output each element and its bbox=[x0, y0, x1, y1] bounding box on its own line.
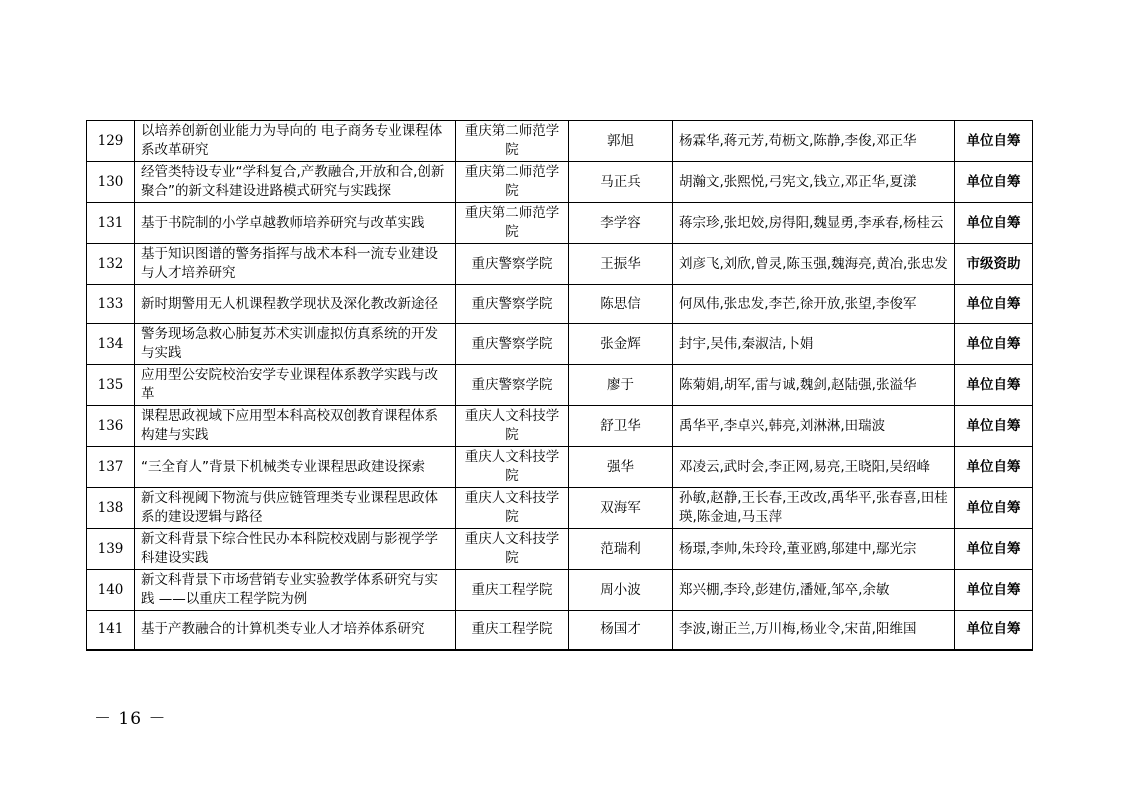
team-members-cell: 郑兴棚,李玲,彭建仿,潘娅,邹卒,余敏 bbox=[673, 570, 955, 611]
institution-cell: 重庆人文科技学院 bbox=[456, 447, 569, 488]
institution-cell: 重庆人文科技学院 bbox=[456, 488, 569, 529]
funding-type-cell: 单位自筹 bbox=[955, 406, 1033, 447]
team-members-cell: 封宇,吴伟,秦淑洁,卜娟 bbox=[673, 324, 955, 365]
team-members-cell: 孙敏,赵静,王长春,王改改,禹华平,张春喜,田桂瑛,陈金迪,马玉萍 bbox=[673, 488, 955, 529]
institution-cell: 重庆工程学院 bbox=[456, 570, 569, 611]
funding-type-cell: 单位自筹 bbox=[955, 324, 1033, 365]
funding-type-cell: 单位自筹 bbox=[955, 365, 1033, 406]
project-title-cell: 以培养创新创业能力为导向的 电子商务专业课程体系改革研究 bbox=[135, 121, 456, 162]
project-title-cell: 新时期警用无人机课程教学现状及深化教改新途径 bbox=[135, 285, 456, 324]
project-leader-cell: 廖于 bbox=[569, 365, 673, 406]
page-number: － 16 － bbox=[94, 709, 167, 729]
project-title-cell: 经管类特设专业“学科复合,产教融合,开放和合,创新聚合”的新文科建设进路模式研究与实践探 bbox=[135, 162, 456, 203]
row-number-cell: 134 bbox=[87, 324, 135, 365]
table-row bbox=[87, 162, 1033, 203]
team-members-cell: 蒋宗珍,张圯姣,房得阳,魏显勇,李承春,杨桂云 bbox=[673, 203, 955, 244]
row-number-cell: 130 bbox=[87, 162, 135, 203]
project-leader-cell: 舒卫华 bbox=[569, 406, 673, 447]
table-row bbox=[87, 570, 1033, 611]
team-members-cell: 刘彦飞,刘欣,曾灵,陈玉强,魏海亮,黄冶,张忠发 bbox=[673, 244, 955, 285]
team-members-cell: 杨霖华,蒋元芳,苟枥文,陈静,李俊,邓正华 bbox=[673, 121, 955, 162]
row-number-cell: 129 bbox=[87, 121, 135, 162]
team-members-cell: 李波,谢正兰,万川梅,杨业令,宋苗,阳维国 bbox=[673, 611, 955, 650]
project-leader-cell: 张金辉 bbox=[569, 324, 673, 365]
table-body bbox=[87, 121, 1033, 650]
row-number-cell: 132 bbox=[87, 244, 135, 285]
institution-cell: 重庆人文科技学院 bbox=[456, 529, 569, 570]
funding-type-cell: 单位自筹 bbox=[955, 162, 1033, 203]
project-leader-cell: 王振华 bbox=[569, 244, 673, 285]
team-members-cell: 胡瀚文,张熙悦,弓宪文,钱立,邓正华,夏漾 bbox=[673, 162, 955, 203]
project-title-cell: 课程思政视域下应用型本科高校双创教育课程体系构建与实践 bbox=[135, 406, 456, 447]
funding-type-cell: 单位自筹 bbox=[955, 488, 1033, 529]
team-members-cell: 陈菊娟,胡军,雷与诚,魏剑,赵陆强,张溢华 bbox=[673, 365, 955, 406]
project-title-cell: 基于知识图谱的警务指挥与战术本科一流专业建设 与人才培养研究 bbox=[135, 244, 456, 285]
row-number-cell: 137 bbox=[87, 447, 135, 488]
project-title-cell: 应用型公安院校治安学专业课程体系教学实践与改革 bbox=[135, 365, 456, 406]
project-leader-cell: 马正兵 bbox=[569, 162, 673, 203]
team-members-cell: 何凤伟,张忠发,李芒,徐开放,张望,李俊军 bbox=[673, 285, 955, 324]
team-members-cell: 杨璟,李帅,朱玲玲,董亚鸥,邬建中,鄢光宗 bbox=[673, 529, 955, 570]
funding-type-cell: 单位自筹 bbox=[955, 447, 1033, 488]
table-row bbox=[87, 203, 1033, 244]
table-row bbox=[87, 365, 1033, 406]
project-leader-cell: 郭旭 bbox=[569, 121, 673, 162]
table-row bbox=[87, 529, 1033, 570]
project-leader-cell: 范瑞利 bbox=[569, 529, 673, 570]
institution-cell: 重庆第二师范学院 bbox=[456, 203, 569, 244]
funding-type-cell: 单位自筹 bbox=[955, 285, 1033, 324]
institution-cell: 重庆警察学院 bbox=[456, 324, 569, 365]
project-title-cell: 新文科背景下市场营销专业实验教学体系研究与实践 ——以重庆工程学院为例 bbox=[135, 570, 456, 611]
table-row bbox=[87, 611, 1033, 650]
funding-type-cell: 单位自筹 bbox=[955, 121, 1033, 162]
project-title-cell: “三全育人”背景下机械类专业课程思政建设探索 bbox=[135, 447, 456, 488]
row-number-cell: 136 bbox=[87, 406, 135, 447]
funding-type-cell: 单位自筹 bbox=[955, 203, 1033, 244]
project-title-cell: 新文科视阈下物流与供应链管理类专业课程思政体系的建设逻辑与路径 bbox=[135, 488, 456, 529]
table-row bbox=[87, 324, 1033, 365]
project-title-cell: 基于产教融合的计算机类专业人才培养体系研究 bbox=[135, 611, 456, 650]
institution-cell: 重庆警察学院 bbox=[456, 365, 569, 406]
row-number-cell: 131 bbox=[87, 203, 135, 244]
project-leader-cell: 陈思信 bbox=[569, 285, 673, 324]
team-members-cell: 邓凌云,武时会,李正网,易亮,王晓阳,吴绍峰 bbox=[673, 447, 955, 488]
project-leader-cell: 李学容 bbox=[569, 203, 673, 244]
row-number-cell: 141 bbox=[87, 611, 135, 650]
table-row bbox=[87, 406, 1033, 447]
team-members-cell: 禹华平,李卓兴,韩亮,刘淋淋,田瑞波 bbox=[673, 406, 955, 447]
funding-type-cell: 单位自筹 bbox=[955, 529, 1033, 570]
institution-cell: 重庆人文科技学院 bbox=[456, 406, 569, 447]
institution-cell: 重庆第二师范学院 bbox=[456, 121, 569, 162]
funding-type-cell: 单位自筹 bbox=[955, 570, 1033, 611]
project-title-cell: 警务现场急救心肺复苏术实训虚拟仿真系统的开发与实践 bbox=[135, 324, 456, 365]
institution-cell: 重庆警察学院 bbox=[456, 285, 569, 324]
institution-cell: 重庆第二师范学院 bbox=[456, 162, 569, 203]
project-leader-cell: 强华 bbox=[569, 447, 673, 488]
row-number-cell: 135 bbox=[87, 365, 135, 406]
project-table bbox=[86, 120, 1033, 651]
project-title-cell: 基于书院制的小学卓越教师培养研究与改革实践 bbox=[135, 203, 456, 244]
table-row bbox=[87, 244, 1033, 285]
row-number-cell: 138 bbox=[87, 488, 135, 529]
table-row bbox=[87, 121, 1033, 162]
table-row bbox=[87, 488, 1033, 529]
table-row bbox=[87, 285, 1033, 324]
row-number-cell: 140 bbox=[87, 570, 135, 611]
project-leader-cell: 杨国才 bbox=[569, 611, 673, 650]
project-title-cell: 新文科背景下综合性民办本科院校戏剧与影视学学科建设实践 bbox=[135, 529, 456, 570]
row-number-cell: 139 bbox=[87, 529, 135, 570]
institution-cell: 重庆工程学院 bbox=[456, 611, 569, 650]
funding-type-cell: 市级资助 bbox=[955, 244, 1033, 285]
row-number-cell: 133 bbox=[87, 285, 135, 324]
project-leader-cell: 双海军 bbox=[569, 488, 673, 529]
project-leader-cell: 周小波 bbox=[569, 570, 673, 611]
institution-cell: 重庆警察学院 bbox=[456, 244, 569, 285]
table-row bbox=[87, 447, 1033, 488]
funding-type-cell: 单位自筹 bbox=[955, 611, 1033, 650]
